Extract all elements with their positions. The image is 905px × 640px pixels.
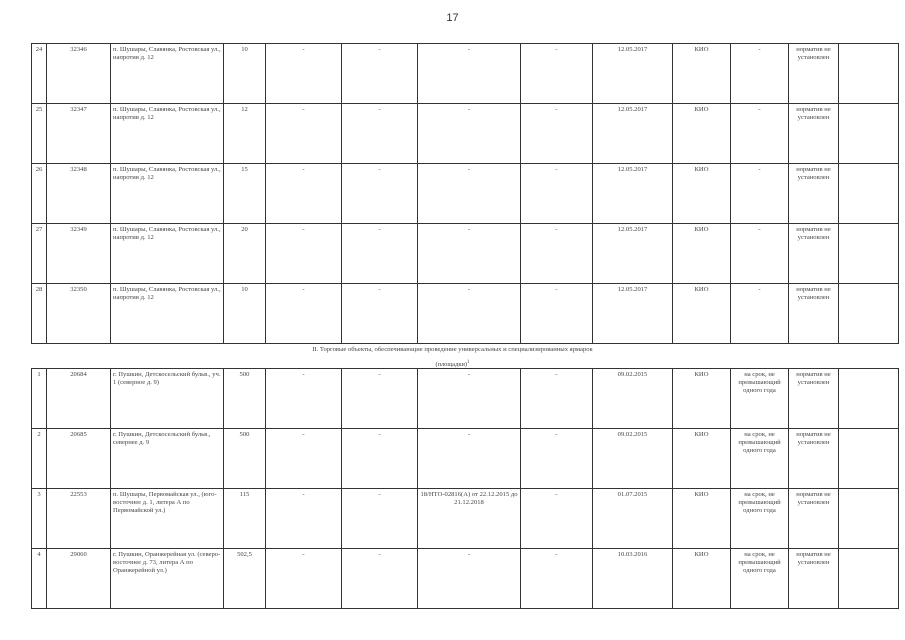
cell-address: г. Пушкин, Детскосельский бульв., севернее д. 9 (111, 429, 224, 489)
cell-term: на срок, не превышающий одного года (731, 489, 789, 549)
cell-empty (839, 489, 899, 549)
cell-col7: - (418, 164, 521, 224)
cell-col5: - (266, 44, 342, 104)
cell-date: 10.03.2016 (593, 549, 673, 609)
cell-term: - (731, 284, 789, 344)
cell-col6: - (342, 224, 418, 284)
cell-address: п. Шушары, Славянка, Ростовская ул., напротив д. 12 (111, 284, 224, 344)
cell-code: 29060 (47, 549, 111, 609)
cell-col7: - (418, 44, 521, 104)
page-number: 17 (446, 12, 459, 24)
cell-col6: - (342, 164, 418, 224)
cell-col8: - (521, 369, 593, 429)
cell-col8: - (521, 224, 593, 284)
cell-col7: - (418, 224, 521, 284)
section-subheading (0, 360, 905, 368)
cell-col8: - (521, 44, 593, 104)
cell-col5: - (266, 164, 342, 224)
cell-col8: - (521, 284, 593, 344)
cell-area: 500 (224, 429, 266, 489)
cell-col7: - (418, 549, 521, 609)
cell-num: 2 (32, 429, 47, 489)
cell-code: 32348 (47, 164, 111, 224)
table-row (32, 369, 899, 429)
cell-col5: - (266, 489, 342, 549)
cell-num: 3 (32, 489, 47, 549)
cell-empty (839, 369, 899, 429)
cell-norm: норматив не установлен (789, 429, 839, 489)
cell-col7: - (418, 369, 521, 429)
cell-col5: - (266, 369, 342, 429)
cell-date: 12.05.2017 (593, 224, 673, 284)
cell-date: 01.07.2015 (593, 489, 673, 549)
cell-area: 10 (224, 44, 266, 104)
table-row (32, 44, 899, 104)
table-row (32, 429, 899, 489)
cell-num: 28 (32, 284, 47, 344)
cell-address: п. Шушары, Славянка, Ростовская ул., напротив д. 12 (111, 164, 224, 224)
cell-area: 10 (224, 284, 266, 344)
cell-date: 09.02.2015 (593, 369, 673, 429)
section-heading: II. Торговые объекты, обеспечивающие проведение универсальных и специализированных ярмарок (312, 346, 593, 353)
cell-col6: - (342, 549, 418, 609)
section-subheading-text: (площадки) (435, 361, 468, 369)
cell-col6: - (342, 369, 418, 429)
cell-col8: - (521, 429, 593, 489)
cell-term: - (731, 104, 789, 164)
cell-col5: - (266, 429, 342, 489)
cell-empty (839, 284, 899, 344)
cell-org: КИО (673, 284, 731, 344)
cell-org: КИО (673, 369, 731, 429)
cell-col6: - (342, 284, 418, 344)
objects-table-top (31, 43, 899, 344)
cell-code: 32350 (47, 284, 111, 344)
cell-address: г. Пушкин, Детскосельский бульв., уч. 1 (северное д. 9) (111, 369, 224, 429)
cell-area: 115 (224, 489, 266, 549)
cell-col5: - (266, 104, 342, 164)
cell-area: 500 (224, 369, 266, 429)
cell-col7: - (418, 429, 521, 489)
cell-norm: норматив не установлен (789, 164, 839, 224)
cell-area: 15 (224, 164, 266, 224)
cell-empty (839, 429, 899, 489)
cell-term: - (731, 44, 789, 104)
table-row (32, 104, 899, 164)
cell-org: КИО (673, 549, 731, 609)
cell-code: 32349 (47, 224, 111, 284)
cell-empty (839, 44, 899, 104)
cell-col5: - (266, 549, 342, 609)
cell-address: п. Шушары, Славянка, Ростовская ул., напротив д. 12 (111, 104, 224, 164)
table-row (32, 489, 899, 549)
table-row (32, 164, 899, 224)
cell-code: 20684 (47, 369, 111, 429)
cell-col8: - (521, 549, 593, 609)
cell-empty (839, 104, 899, 164)
table-row (32, 224, 899, 284)
cell-num: 27 (32, 224, 47, 284)
cell-col7: - (418, 284, 521, 344)
cell-col6: - (342, 104, 418, 164)
cell-term: - (731, 164, 789, 224)
cell-area: 502,5 (224, 549, 266, 609)
cell-term: на срок, не превышающий одного года (731, 369, 789, 429)
cell-address: п. Шушары, Первомайская ул., (юго-восточнее д. 1, литера А по Первомайской ул.) (111, 489, 224, 549)
cell-col5: - (266, 284, 342, 344)
cell-date: 12.05.2017 (593, 104, 673, 164)
table-row (32, 284, 899, 344)
cell-code: 22553 (47, 489, 111, 549)
cell-empty (839, 224, 899, 284)
cell-col5: - (266, 224, 342, 284)
cell-org: КИО (673, 224, 731, 284)
footnote-mark: 1 (467, 360, 470, 365)
cell-num: 25 (32, 104, 47, 164)
cell-org: КИО (673, 164, 731, 224)
cell-norm: норматив не установлен (789, 44, 839, 104)
cell-num: 4 (32, 549, 47, 609)
cell-num: 24 (32, 44, 47, 104)
cell-term: - (731, 224, 789, 284)
cell-address: г. Пушкин, Оранжерейная ул. (северо-восточнее д. 73, литера А по Оранжерейной ул.) (111, 549, 224, 609)
cell-col6: - (342, 489, 418, 549)
cell-address: п. Шушары, Славянка, Ростовская ул., напротив д. 12 (111, 224, 224, 284)
cell-norm: норматив не установлен (789, 224, 839, 284)
cell-org: КИО (673, 104, 731, 164)
cell-term: на срок, не превышающий одного года (731, 429, 789, 489)
cell-col6: - (342, 429, 418, 489)
cell-area: 12 (224, 104, 266, 164)
cell-code: 32346 (47, 44, 111, 104)
cell-empty (839, 164, 899, 224)
cell-org: КИО (673, 489, 731, 549)
cell-date: 09.02.2015 (593, 429, 673, 489)
cell-num: 1 (32, 369, 47, 429)
cell-norm: норматив не установлен (789, 104, 839, 164)
cell-area: 20 (224, 224, 266, 284)
cell-date: 12.05.2017 (593, 164, 673, 224)
cell-date: 12.05.2017 (593, 44, 673, 104)
cell-address: п. Шушары, Славянка, Ростовская ул., напротив д. 12 (111, 44, 224, 104)
cell-empty (839, 549, 899, 609)
cell-norm: норматив не установлен (789, 489, 839, 549)
table-row (32, 549, 899, 609)
cell-code: 20685 (47, 429, 111, 489)
cell-col8: - (521, 489, 593, 549)
objects-table-bottom (31, 368, 899, 609)
cell-col7: 18/НТО-02816(А) от 22.12.2015 до 21.12.2018 (418, 489, 521, 549)
cell-org: КИО (673, 44, 731, 104)
cell-num: 26 (32, 164, 47, 224)
cell-col8: - (521, 104, 593, 164)
cell-org: КИО (673, 429, 731, 489)
cell-date: 12.05.2017 (593, 284, 673, 344)
cell-col7: - (418, 104, 521, 164)
cell-norm: норматив не установлен (789, 369, 839, 429)
cell-term: на срок, не превышающий одного года (731, 549, 789, 609)
cell-code: 32347 (47, 104, 111, 164)
cell-col6: - (342, 44, 418, 104)
cell-norm: норматив не установлен (789, 549, 839, 609)
cell-norm: норматив не установлен (789, 284, 839, 344)
cell-col8: - (521, 164, 593, 224)
